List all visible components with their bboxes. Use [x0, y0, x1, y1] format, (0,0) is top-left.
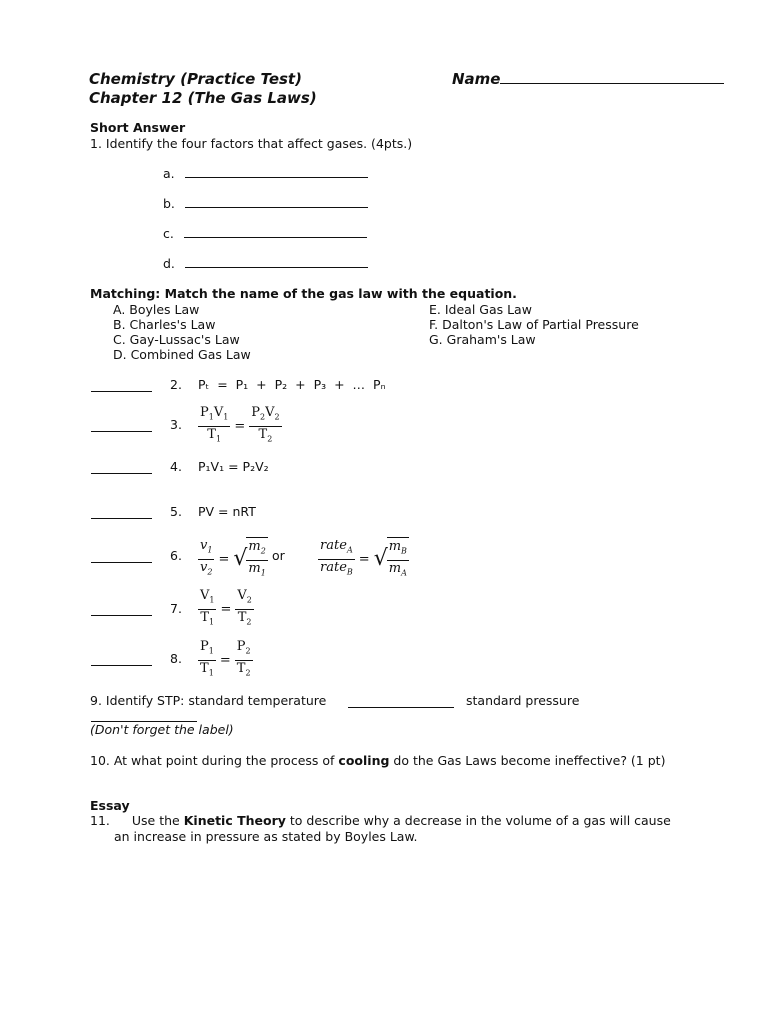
item-2-number: 2. [170, 377, 182, 392]
match-blank-4[interactable] [91, 472, 152, 474]
equals-sign: = [234, 418, 246, 434]
item-2-equation: Pₜ = P₁ + P₂ + P₃ + … Pₙ [198, 377, 386, 392]
fraction: $\frac{P_2V_2}{T_2}$ [251, 405, 280, 444]
question-11-number: 11. [90, 813, 110, 828]
name-label [452, 70, 724, 88]
answer-a [163, 166, 368, 181]
fraction: $\frac{v_1}{v_2}$ [200, 538, 213, 577]
match-blank-3[interactable] [91, 430, 152, 432]
item-6-equation-right [318, 537, 409, 581]
item-8-equation [198, 639, 253, 681]
fraction: $\frac{V_2}{T_2}$ [237, 588, 252, 627]
item-3-equation [198, 405, 282, 447]
option-e: E. Ideal Gas Law [429, 302, 532, 317]
answer-blank-b[interactable] [185, 206, 368, 208]
answer-letter: d. [163, 256, 175, 271]
answer-letter: c. [163, 226, 174, 241]
question-10-text: 10. At what point during the process of [90, 753, 339, 768]
fraction: $\frac{rate_A}{rate_B}$ [320, 538, 353, 577]
name-label-text: Name [452, 70, 501, 88]
option-a: A. Boyles Law [113, 302, 200, 317]
item-4-equation: P₁V₁ = P₂V₂ [198, 459, 269, 474]
match-blank-8[interactable] [91, 664, 152, 666]
item-7-number: 7. [170, 601, 182, 616]
answer-c [163, 226, 367, 241]
question-10 [90, 753, 665, 768]
question-11-bold: Kinetic Theory [183, 813, 286, 828]
name-blank[interactable] [500, 82, 724, 84]
item-3-number: 3. [170, 417, 182, 432]
match-blank-2[interactable] [91, 390, 152, 392]
answer-b [163, 196, 368, 211]
option-c: C. Gay-Lussac's Law [113, 332, 240, 347]
label-note: (Don't forget the label) [90, 722, 234, 737]
item-5-number: 5. [170, 504, 182, 519]
equals-sign: = [218, 551, 230, 567]
or-label: or [272, 548, 285, 563]
item-5-equation: PV = nRT [198, 504, 256, 519]
question-10-bold: cooling [338, 753, 390, 768]
essay-heading: Essay [90, 798, 130, 813]
answer-letter: a. [163, 166, 175, 181]
option-d: D. Combined Gas Law [113, 347, 251, 362]
item-8-number: 8. [170, 651, 182, 666]
answer-blank-a[interactable] [185, 176, 368, 178]
option-g: G. Graham's Law [429, 332, 536, 347]
item-7-equation [198, 588, 254, 630]
item-6-equation-left [198, 537, 268, 581]
fraction: $\frac{P_1V_1}{T_1}$ [200, 405, 229, 444]
title-line-2: Chapter 12 (The Gas Laws) [89, 89, 317, 107]
question-1: 1. Identify the four factors that affect gases. (4pts.) [90, 136, 413, 151]
question-11-line-2: an increase in pressure as stated by Boyles Law. [114, 829, 418, 844]
question-11 [90, 813, 671, 828]
answer-letter: b. [163, 196, 175, 211]
fraction: $\frac{P_1}{T_1}$ [200, 639, 214, 678]
short-answer-heading: Short Answer [90, 120, 186, 135]
question-9: 9. Identify STP: standard temperature [90, 693, 327, 708]
title-line-1: Chemistry (Practice Test) [89, 70, 302, 88]
match-blank-5[interactable] [91, 517, 152, 519]
temperature-blank[interactable] [348, 706, 454, 708]
answer-blank-c[interactable] [184, 236, 367, 238]
equals-sign: = [219, 652, 231, 668]
answer-d [163, 256, 368, 271]
question-9-pressure: standard pressure [466, 693, 580, 708]
item-6-number: 6. [170, 548, 182, 563]
fraction: $\frac{P_2}{T_2}$ [236, 639, 251, 678]
sqrt-symbol: √ $\frac{m_2}{m_1}$ [233, 537, 267, 581]
question-11-text: Use the [131, 813, 184, 828]
equals-sign: = [358, 551, 370, 567]
answer-blank-d[interactable] [185, 266, 368, 268]
item-4-number: 4. [170, 459, 182, 474]
match-blank-6[interactable] [91, 561, 152, 563]
equals-sign: = [220, 601, 232, 617]
option-b: B. Charles's Law [113, 317, 216, 332]
match-blank-7[interactable] [91, 614, 152, 616]
question-11-text-end: to describe why a decrease in the volume of a gas will cause [285, 813, 671, 828]
question-10-text-end: do the Gas Laws become ineffective? (1 pt) [389, 753, 666, 768]
option-f: F. Dalton's Law of Partial Pressure [429, 317, 639, 332]
sqrt-symbol: √ $\frac{m_B}{m_A}$ [374, 537, 409, 581]
matching-heading: Matching: Match the name of the gas law with the equation. [90, 286, 517, 301]
fraction: $\frac{V_1}{T_1}$ [200, 588, 215, 627]
